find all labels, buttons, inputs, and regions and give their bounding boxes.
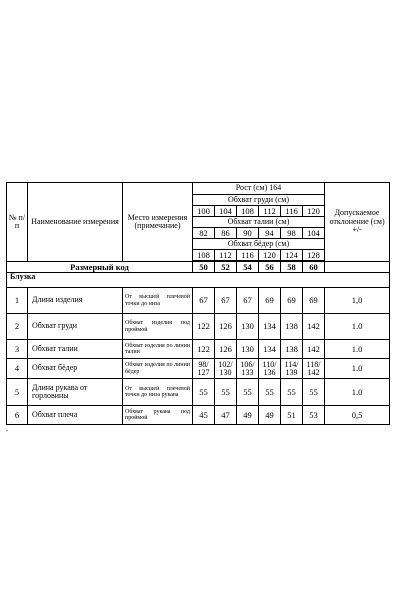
measurement-value: 51 <box>281 406 303 425</box>
waist-header: Обхват талии (см) <box>193 217 325 228</box>
measurement-value: 53 <box>303 406 325 425</box>
measurement-place: От высшей плечевой точки до низа рукава <box>123 379 193 406</box>
measurement-value: 55 <box>215 379 237 406</box>
chest-header: Обхват груди (см) <box>193 195 325 206</box>
waist-value: 90 <box>237 228 259 239</box>
height-header: Рост (см) 164 <box>193 183 325 195</box>
measurement-value: 69 <box>259 288 281 314</box>
hip-value: 112 <box>215 250 237 261</box>
waist-value: 94 <box>259 228 281 239</box>
measurement-value: 55 <box>259 379 281 406</box>
measurement-value: 122 <box>193 340 215 359</box>
hip-value: 120 <box>259 250 281 261</box>
measurement-value: 45 <box>193 406 215 425</box>
row-number: 2 <box>7 314 28 340</box>
num-header: № п/ п <box>7 183 28 262</box>
hip-value: 116 <box>237 250 259 261</box>
measurement-value: 67 <box>215 288 237 314</box>
measurement-value: 102/ 130 <box>215 359 237 379</box>
row-number: 5 <box>7 379 28 406</box>
measurement-name: Обхват плеча <box>28 406 123 425</box>
measurement-value: 55 <box>237 379 259 406</box>
measurement-value: 134 <box>259 340 281 359</box>
measurement-name: Обхват талии <box>28 340 123 359</box>
chest-value: 104 <box>215 206 237 217</box>
row-number: 3 <box>7 340 28 359</box>
measurement-value: 49 <box>237 406 259 425</box>
size-code-value: 52 <box>215 262 237 273</box>
measurement-value: 142 <box>303 314 325 340</box>
tolerance-value: 1,0 <box>325 288 390 314</box>
measurement-value: 106/ 133 <box>237 359 259 379</box>
chest-value: 100 <box>193 206 215 217</box>
size-code-value: 58 <box>281 262 303 273</box>
measurement-value: 67 <box>193 288 215 314</box>
measurement-value: 110/ 136 <box>259 359 281 379</box>
measurement-value: 130 <box>237 340 259 359</box>
size-code-value: 54 <box>237 262 259 273</box>
measurement-name: Длина рукава от горловины <box>28 379 123 406</box>
measurement-name: Длина изделия <box>28 288 123 314</box>
size-code-value: 60 <box>303 262 325 273</box>
size-code-value: 50 <box>193 262 215 273</box>
chest-value: 112 <box>259 206 281 217</box>
hip-value: 128 <box>303 250 325 261</box>
waist-value: 82 <box>193 228 215 239</box>
tolerance-value: 1.0 <box>325 359 390 379</box>
waist-value: 98 <box>281 228 303 239</box>
measurement-place: Обхват изделия по линии талии <box>123 340 193 359</box>
tolerance-value: 1.0 <box>325 340 390 359</box>
row-number: 4 <box>7 359 28 379</box>
measurement-value: 126 <box>215 314 237 340</box>
tolerance-value: 1.0 <box>325 379 390 406</box>
measurement-value: 126 <box>215 340 237 359</box>
measurement-value: 130 <box>237 314 259 340</box>
size-code-label: Размерный код <box>7 262 193 273</box>
measurement-value: 69 <box>281 288 303 314</box>
measurement-value: 142 <box>303 340 325 359</box>
section-title: Блузка <box>7 273 390 288</box>
measurement-place: Обхват изделия по линии бёдер <box>123 359 193 379</box>
footnote-mark: . <box>6 424 8 433</box>
chest-value: 116 <box>281 206 303 217</box>
waist-value: 86 <box>215 228 237 239</box>
waist-value: 104 <box>303 228 325 239</box>
row-number: 1 <box>7 288 28 314</box>
place-header: Место измерения (примечание) <box>123 183 193 262</box>
measurement-value: 69 <box>303 288 325 314</box>
chest-value: 108 <box>237 206 259 217</box>
hip-header: Обхват бёдер (см) <box>193 239 325 250</box>
measurement-value: 98/ 127 <box>193 359 215 379</box>
size-code-value: 56 <box>259 262 281 273</box>
name-header: Наименование измерения <box>28 183 123 262</box>
measurement-value: 138 <box>281 340 303 359</box>
measurement-name: Обхват груди <box>28 314 123 340</box>
measurement-value: 118/ 142 <box>303 359 325 379</box>
measurement-value: 134 <box>259 314 281 340</box>
measurement-value: 49 <box>259 406 281 425</box>
measurement-value: 138 <box>281 314 303 340</box>
row-number: 6 <box>7 406 28 425</box>
chest-value: 120 <box>303 206 325 217</box>
measurement-value: 55 <box>281 379 303 406</box>
measurement-value: 67 <box>237 288 259 314</box>
measurement-value: 114/ 139 <box>281 359 303 379</box>
measurement-value: 55 <box>193 379 215 406</box>
size-table <box>6 182 390 425</box>
tolerance-value: 1.0 <box>325 314 390 340</box>
measurement-value: 55 <box>303 379 325 406</box>
measurement-value: 122 <box>193 314 215 340</box>
measurement-place: От высшей плечевой точки до низа <box>123 288 193 314</box>
measurement-name: Обхват бёдер <box>28 359 123 379</box>
measurement-value: 47 <box>215 406 237 425</box>
tolerance-header: Допускаемое отклонение (см) +/- <box>325 183 390 262</box>
tolerance-value: 0,5 <box>325 406 390 425</box>
measurement-place: Обхват рукава под проймой <box>123 406 193 425</box>
measurement-place: Обхват изделия под проймой <box>123 314 193 340</box>
hip-value: 108 <box>193 250 215 261</box>
hip-value: 124 <box>281 250 303 261</box>
